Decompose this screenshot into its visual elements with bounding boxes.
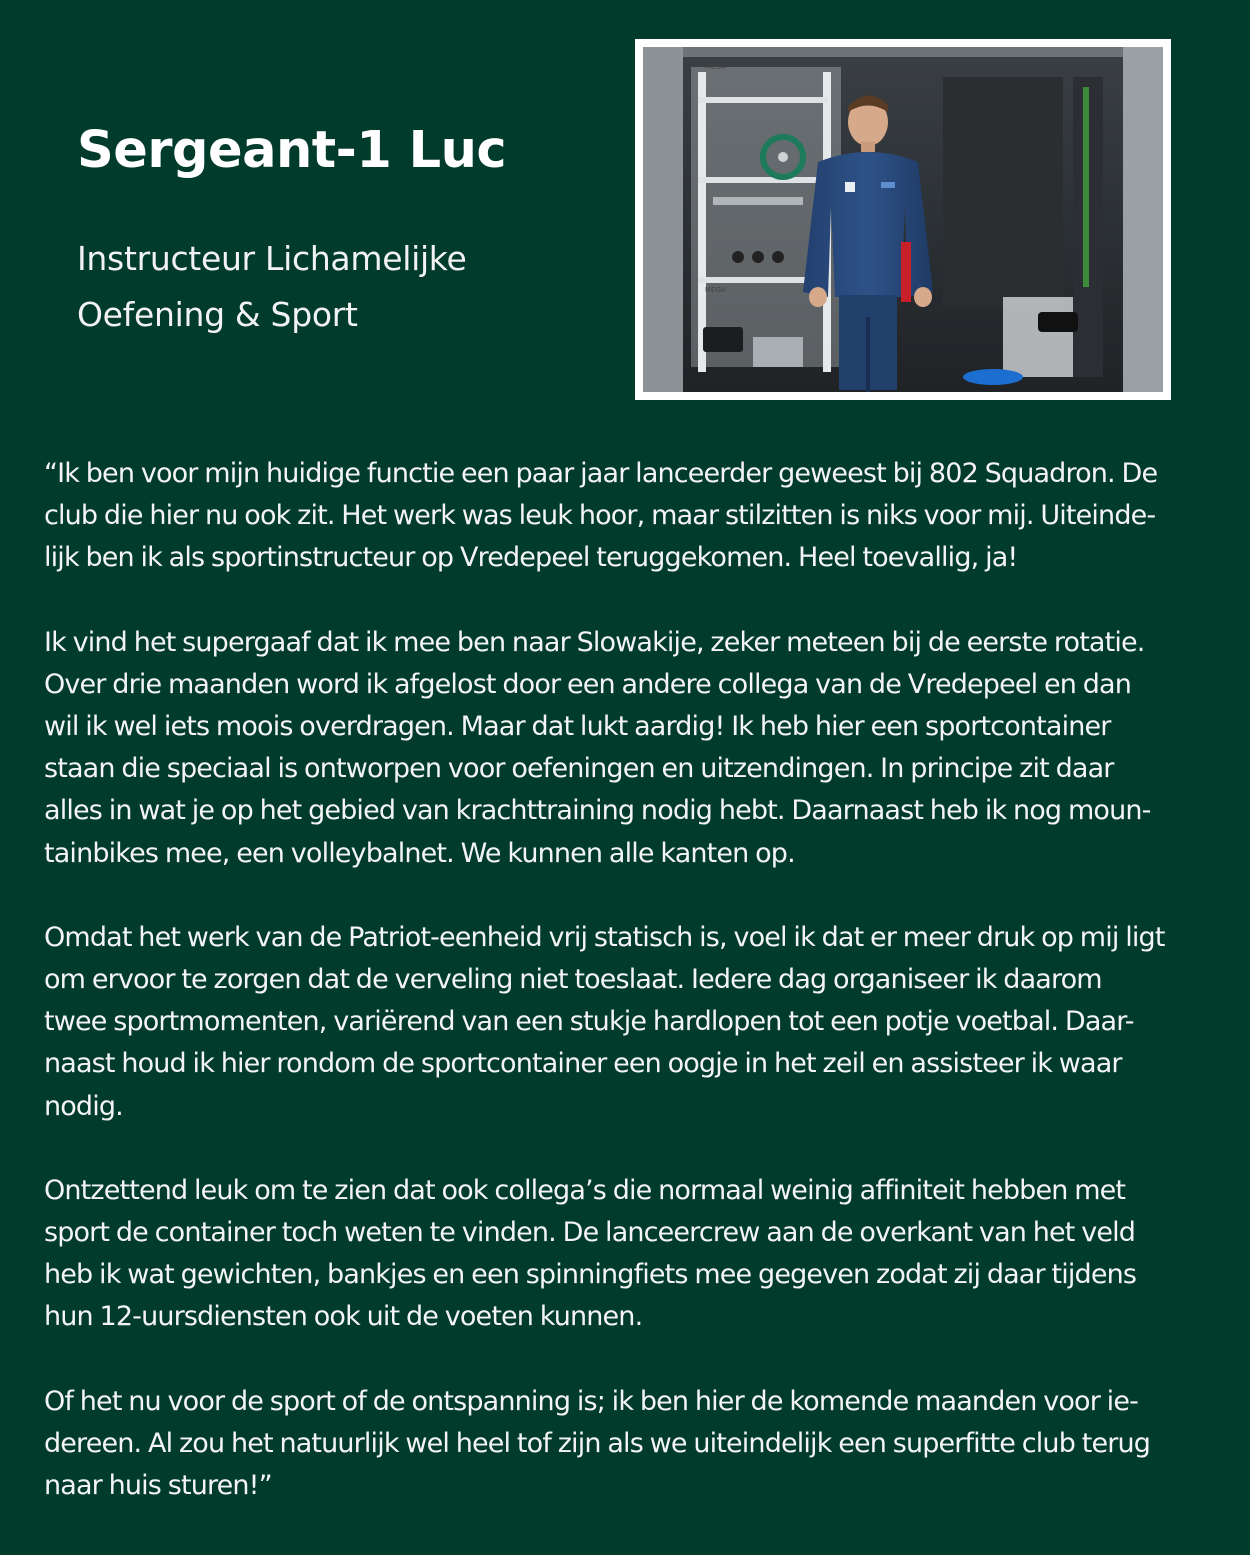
paragraph bbox=[44, 1381, 1224, 1508]
text-line: om ervoor te zorgen dat de verveling niet toeslaat. Iedere dag organiseer ik daarom bbox=[44, 964, 1102, 996]
text-line: staan die speciaal is ontworpen voor oefeningen en uitzendingen. In principe zit daar bbox=[44, 753, 1114, 785]
paragraph bbox=[44, 622, 1224, 875]
text-line: tainbikes mee, een volleybalnet. We kunnen alle kanten op. bbox=[44, 837, 795, 869]
text-line: nodig. bbox=[44, 1090, 123, 1122]
text-line: heb ik wat gewichten, bankjes en een spinningfiets mee gegeven zodat zij daar tijdens bbox=[44, 1259, 1137, 1291]
text-line: naast houd ik hier rondom de sportcontainer een oogje in het zeil en assisteer ik waar bbox=[44, 1048, 1122, 1080]
text-line: “Ik ben voor mijn huidige functie een paar jaar lanceerder geweest bij 802 Squadron. De bbox=[44, 458, 1158, 489]
text-line: sport de container toch weten te vinden. De lanceercrew aan de overkant van het veld bbox=[44, 1217, 1136, 1249]
paragraph bbox=[44, 917, 1224, 1128]
person-role bbox=[77, 231, 537, 343]
person-name: Sergeant-1 Luc bbox=[77, 121, 507, 180]
text-line: dereen. Al zou het natuurlijk wel heel tof zijn als we uiteindelijk een superfitte club terug bbox=[44, 1427, 1151, 1459]
text-line: Over drie maanden word ik afgelost door een andere collega van de Vredepeel en dan bbox=[44, 668, 1132, 700]
text-line: alles in wat je op het gebied van krachttraining nodig hebt. Daarnaast heb ik nog moun- bbox=[44, 795, 1151, 827]
text-line: Ik vind het supergaaf dat ik mee ben naar Slowakije, zeker meteen bij de eerste rotatie. bbox=[44, 626, 1145, 658]
header bbox=[0, 0, 1250, 410]
rack-label: MEGA bbox=[705, 63, 726, 71]
role-line: Instructeur Lichamelijke bbox=[77, 239, 467, 278]
text-line: naar huis sturen!” bbox=[44, 1470, 272, 1502]
text-line: twee sportmomenten, variërend van een stukje hardlopen tot een potje voetbal. Daar- bbox=[44, 1006, 1134, 1038]
text-line: Omdat het werk van de Patriot-eenheid vrij statisch is, voel ik dat er meer druk op mij ligt bbox=[44, 921, 1165, 953]
paragraph bbox=[44, 453, 1224, 580]
text-line: lijk ben ik als sportinstructeur op Vredepeel teruggekomen. Heel toevallig, ja! bbox=[44, 542, 1018, 574]
role-line: Oefening & Sport bbox=[77, 295, 358, 334]
article-body bbox=[44, 453, 1224, 1549]
text-line: wil ik wel iets moois overdragen. Maar dat lukt aardig! Ik heb hier een sportcontainer bbox=[44, 711, 1111, 743]
text-line: club die hier nu ook zit. Het werk was leuk hoor, maar stilzitten is niks voor mij. Uiteinde- bbox=[44, 500, 1156, 532]
text-line: Of het nu voor de sport of de ontspanning is; ik ben hier de komende maanden voor ie- bbox=[44, 1385, 1138, 1417]
rack-label: MEGA bbox=[705, 286, 726, 294]
text-line: hun 12-uursdiensten ook uit de voeten kunnen. bbox=[44, 1301, 643, 1333]
portrait-photo bbox=[635, 39, 1171, 400]
paragraph bbox=[44, 1170, 1224, 1339]
text-line: Ontzettend leuk om te zien dat ook collega’s die normaal weinig affiniteit hebben met bbox=[44, 1174, 1126, 1206]
